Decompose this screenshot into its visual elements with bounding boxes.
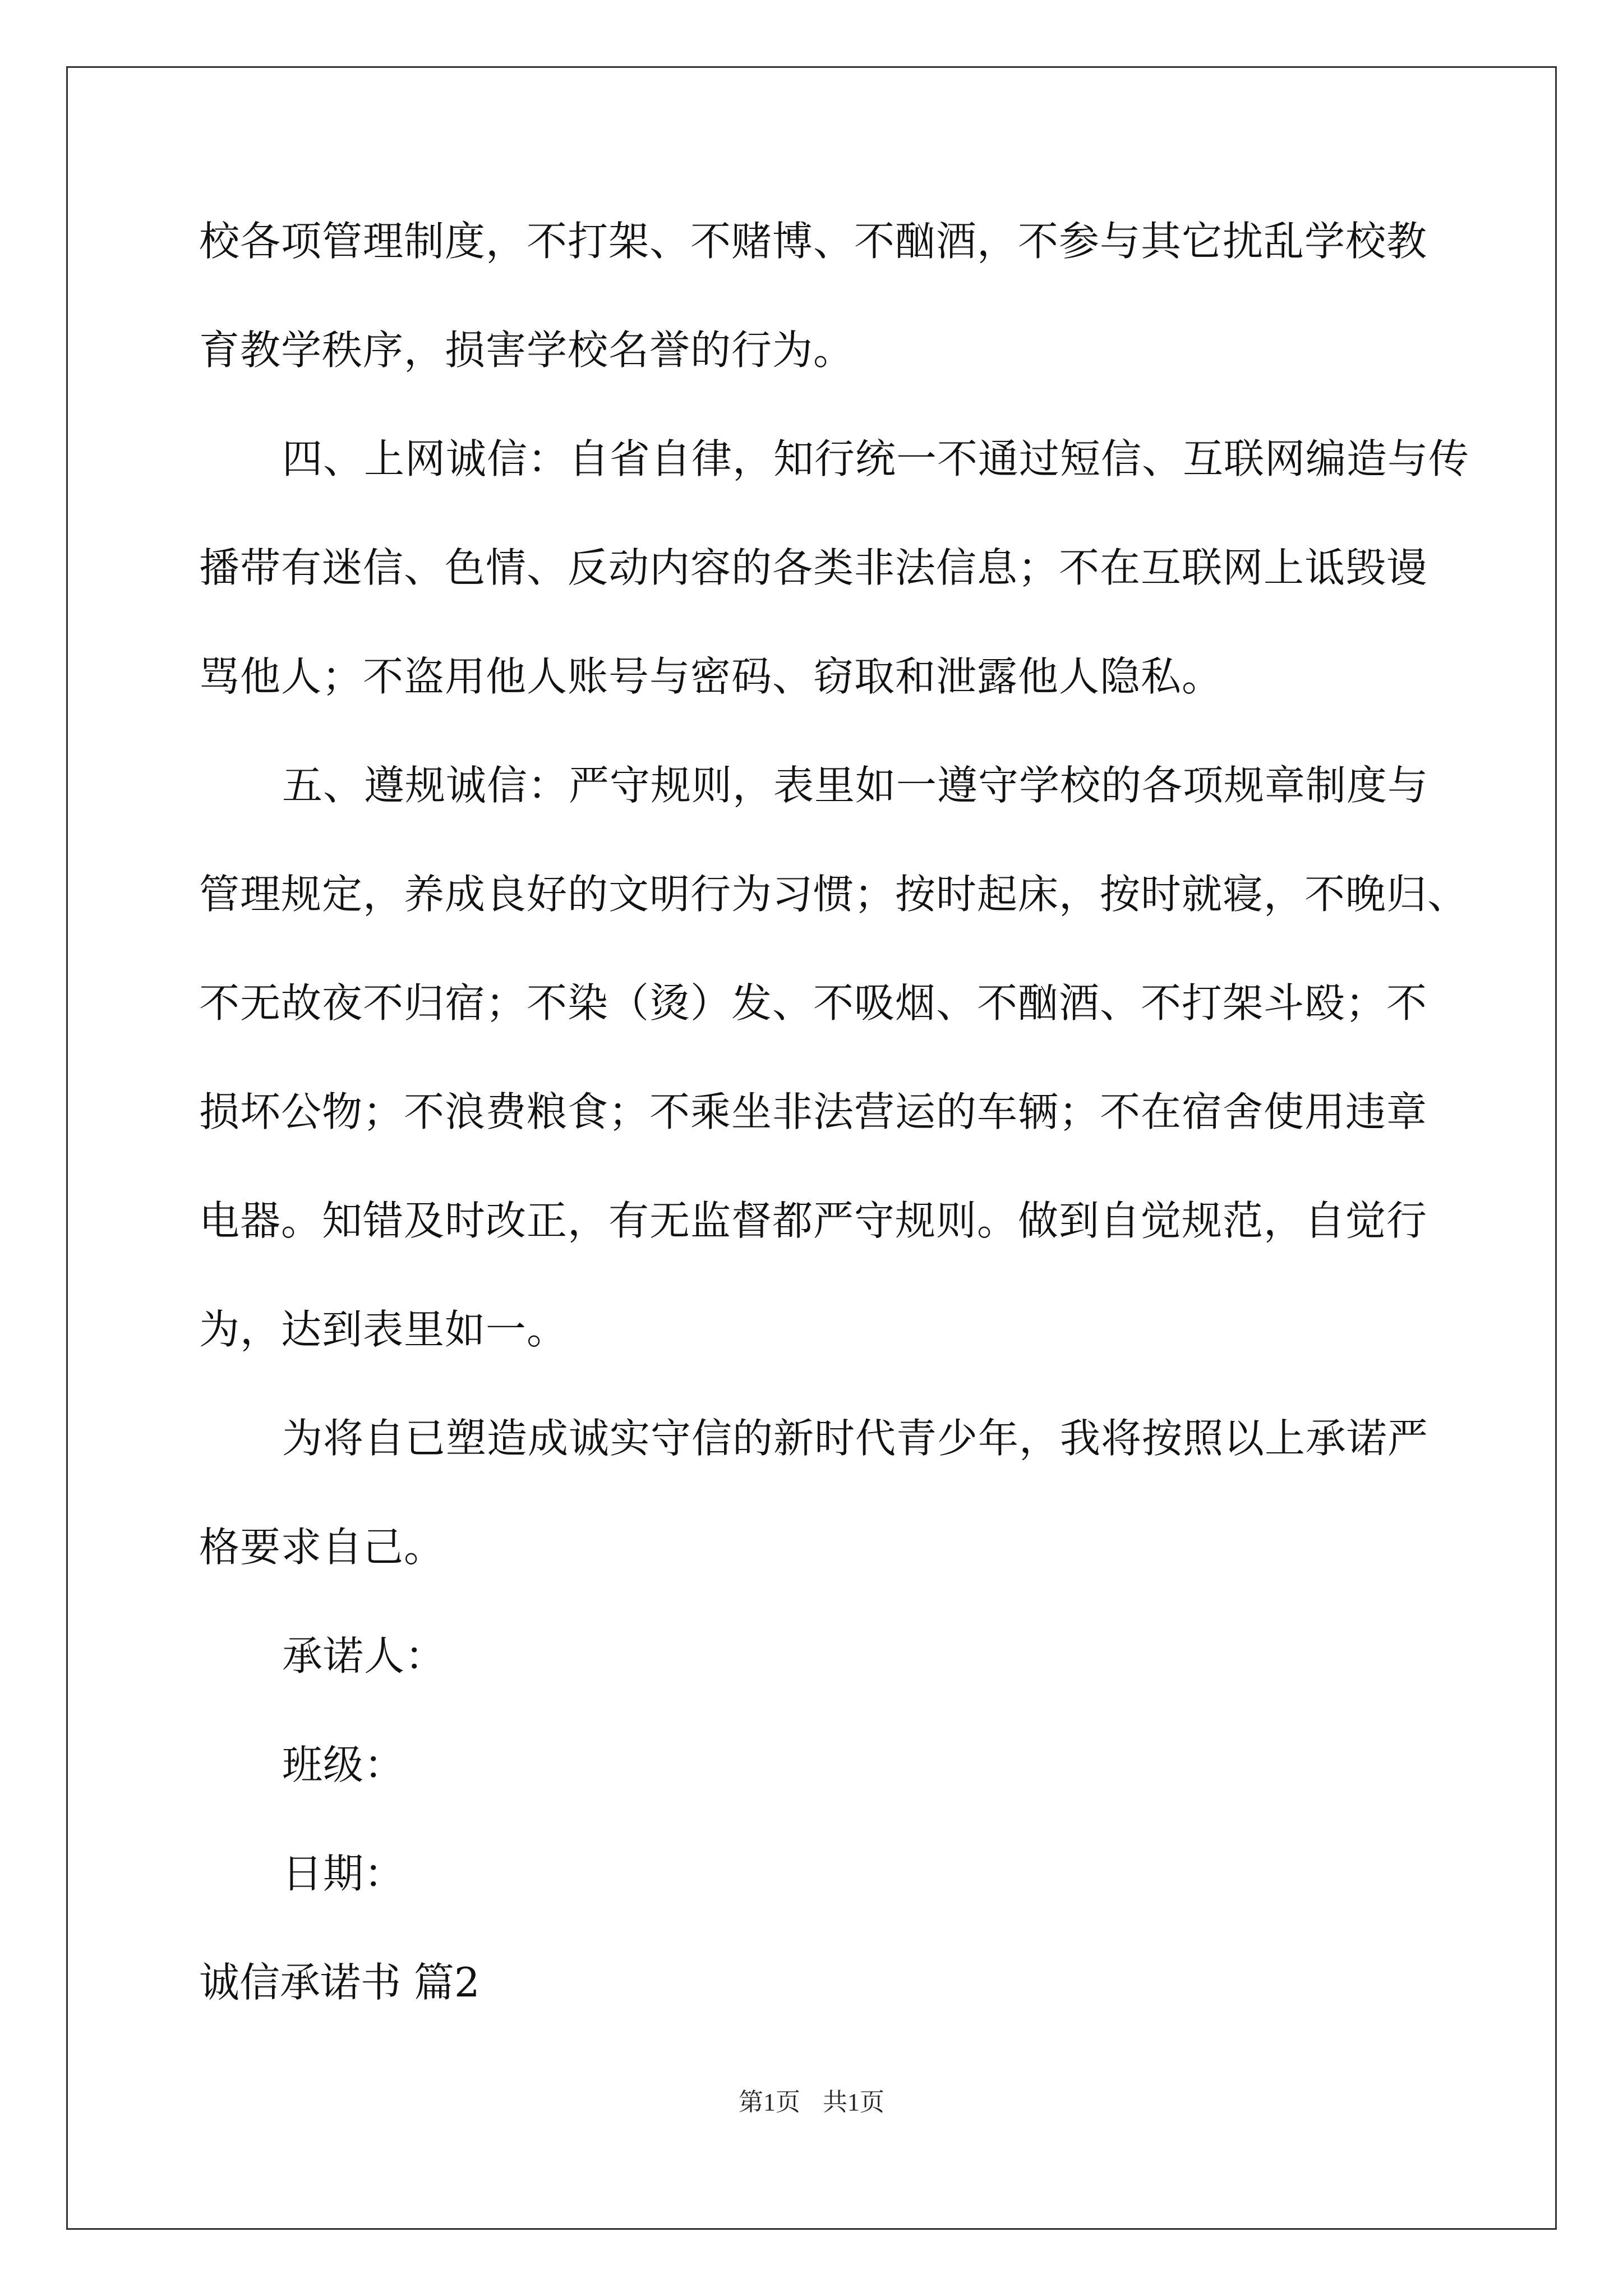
paragraph-2-line-2: 播带有迷信、色情、反动内容的各类非法信息；不在互联网上诋毁谩 bbox=[199, 544, 1428, 591]
page-total: 共1页 bbox=[823, 2088, 884, 2116]
paragraph-3-line-5: 电器。知错及时改正，有无监督都严守规则。做到自觉规范，自觉行 bbox=[199, 1197, 1428, 1244]
page-border bbox=[66, 66, 1557, 2230]
paragraph-4-line-1: 为将自已塑造成诚实守信的新时代青少年，我将按照以上承诺严 bbox=[282, 1415, 1429, 1462]
paragraph-3-line-6: 为，达到表里如一。 bbox=[199, 1306, 568, 1353]
paragraph-2-line-1: 四、上网诚信：自省自律，知行统一不通过短信、互联网编造与传 bbox=[282, 435, 1470, 482]
page-footer bbox=[0, 2086, 1623, 2119]
page-number: 第1页 bbox=[739, 2088, 800, 2116]
paragraph-1-line-1: 校各项管理制度，不打架、不赌博、不酗酒，不参与其它扰乱学校教 bbox=[199, 218, 1428, 265]
class-label: 班级： bbox=[282, 1741, 405, 1788]
section-title: 诚信承诺书 篇2 bbox=[199, 1959, 480, 2006]
promisor-label: 承诺人： bbox=[282, 1632, 446, 1680]
paragraph-3-line-3: 不无故夜不归宿；不染（烫）发、不吸烟、不酗酒、不打架斗殴；不 bbox=[199, 979, 1428, 1027]
paragraph-4-line-2: 格要求自己。 bbox=[199, 1524, 445, 1571]
paragraph-3-line-4: 损坏公物；不浪费粮食；不乘坐非法营运的车辆；不在宿舍使用违章 bbox=[199, 1088, 1428, 1135]
paragraph-3-line-2: 管理规定，养成良好的文明行为习惯；按时起床，按时就寝，不晚归、 bbox=[199, 871, 1469, 918]
paragraph-3-line-1: 五、遵规诚信：严守规则，表里如一遵守学校的各项规章制度与 bbox=[282, 762, 1429, 809]
date-label: 日期： bbox=[282, 1850, 405, 1897]
paragraph-2-line-3: 骂他人；不盗用他人账号与密码、窃取和泄露他人隐私。 bbox=[199, 653, 1223, 700]
paragraph-1-line-2: 育教学秩序，损害学校名誉的行为。 bbox=[199, 326, 855, 374]
